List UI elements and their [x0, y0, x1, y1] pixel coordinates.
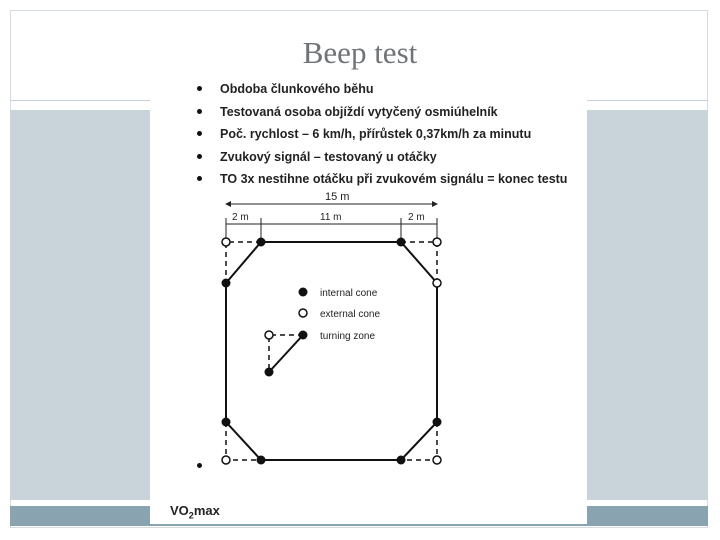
legend-external-label: external cone: [320, 309, 381, 320]
legend-turning-label: turning zone: [320, 331, 376, 342]
legend-turning-path: [269, 335, 303, 372]
bullet-item: Testovaná osoba objíždí vytyčený osmiúhelník: [197, 104, 567, 127]
dimension-label-middle: 11 m: [320, 212, 342, 223]
bullet-item: TO 3x nestihne otáčku při zvukovém signálu = konec testu: [197, 171, 567, 194]
internal-cone: [433, 418, 442, 427]
legend-internal-label: internal cone: [320, 288, 378, 299]
dimension-label-total: 15 m: [325, 191, 350, 203]
internal-cone: [257, 456, 266, 465]
legend-turning-external-cone: [265, 331, 273, 339]
internal-cone: [257, 238, 266, 247]
octagon-course-diagram: [150, 78, 587, 524]
external-cone: [433, 279, 441, 287]
vo2max-subscript: 2: [188, 510, 194, 521]
vo2max-label: [170, 503, 220, 521]
external-cone: [222, 456, 230, 464]
legend-turning-internal-cone: [299, 331, 308, 340]
internal-cone: [397, 456, 406, 465]
content-image: [150, 78, 587, 524]
legend-turning-internal-cone: [265, 368, 274, 377]
empty-bullet: [197, 463, 202, 468]
vo2max-prefix: VO: [170, 503, 189, 518]
legend-external-cone-marker: [299, 309, 307, 317]
bullet-item: Obdoba člunkového běhu: [197, 81, 567, 104]
internal-cone: [397, 238, 406, 247]
dimension-label-right: 2 m: [408, 212, 425, 223]
bullet-item: Poč. rychlost – 6 km/h, přírůstek 0,37km/h za minutu: [197, 126, 567, 149]
dimension-label-left: 2 m: [232, 212, 249, 223]
external-cone: [433, 238, 441, 246]
internal-cone: [222, 418, 231, 427]
external-cone: [222, 238, 230, 246]
running-path: [226, 242, 437, 460]
legend-internal-cone-marker: [299, 288, 308, 297]
bullet-item: Zvukový signál – testovaný u otáčky: [197, 149, 567, 172]
slide-title: Beep test: [302, 35, 418, 70]
internal-cone: [222, 279, 231, 288]
vo2max-suffix: max: [193, 503, 220, 518]
external-cone: [433, 456, 441, 464]
